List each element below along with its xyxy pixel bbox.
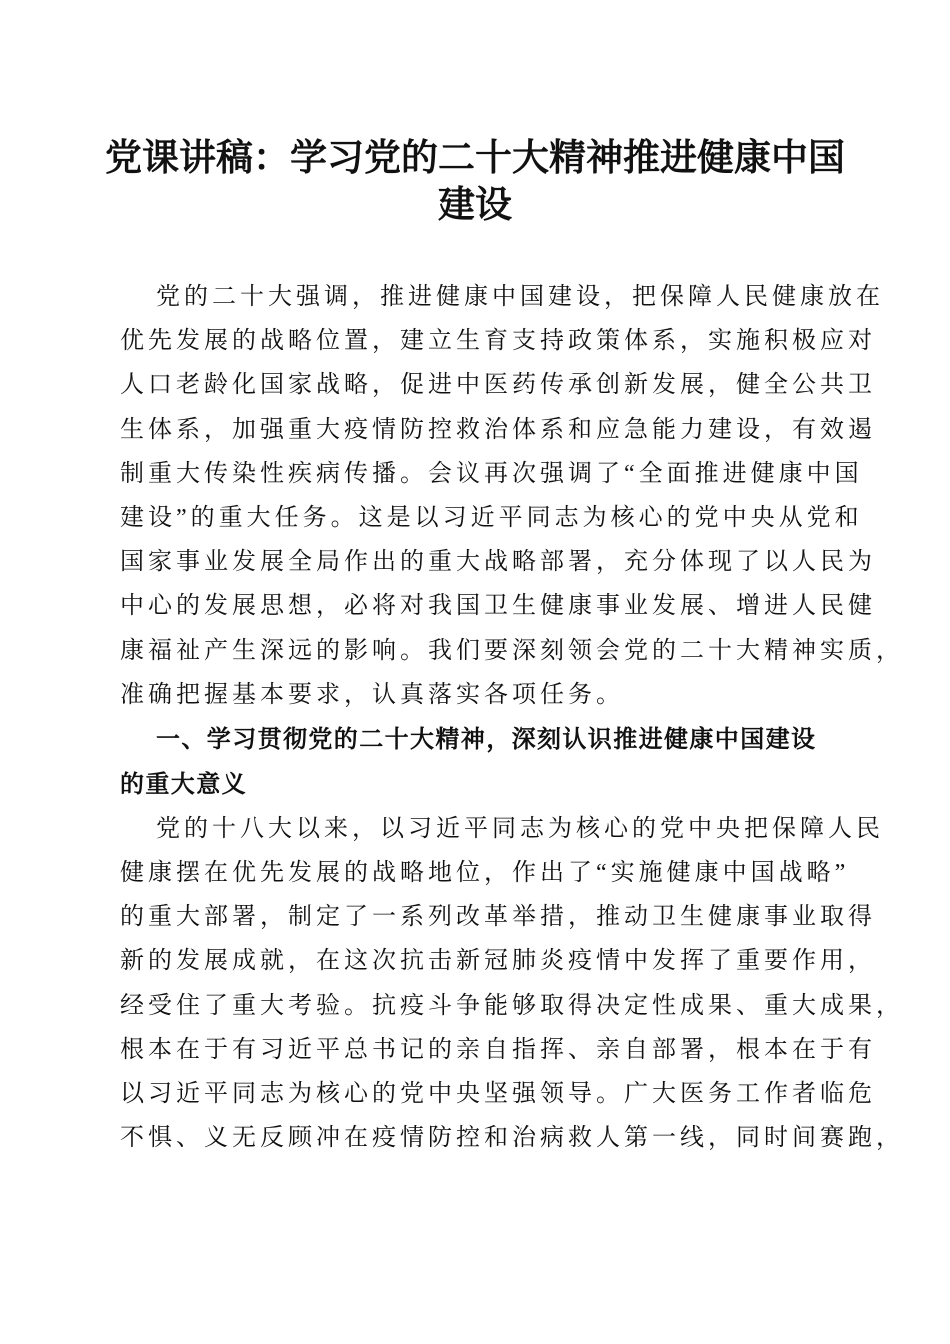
heading-line: 的重大意义 [120,769,247,798]
text-line: 准确把握基本要求，认真落实各项任务。 [120,681,624,708]
heading-line: 一、学习贯彻党的二十大精神，深刻认识推进健康中国建设 [156,724,817,753]
text-line: 的重大部署，制定了一系列改革举措，推动卫生健康事业取得 [120,904,876,931]
text-line: 健康摆在优先发展的战略地位，作出了“实施健康中国战略” [120,860,850,887]
text-line: 康福祉产生深远的影响。我们要深刻领会党的二十大精神实质， [120,637,904,664]
paragraph-section-1 [120,807,904,1161]
title-line: 建设 [438,182,512,226]
text-line: 党的二十大强调，推进健康中国建设，把保障人民健康放在 [156,284,884,310]
paragraph-intro [120,275,904,717]
text-line: 生体系，加强重大疫情防控救治体系和应急能力建设，有效遏 [120,416,876,443]
text-line: 人口老龄化国家战略，促进中医药传承创新发展，健全公共卫 [120,372,876,399]
title-line: 党课讲稿：学习党的二十大精神推进健康中国 [105,135,845,179]
text-line: 根本在于有习近平总书记的亲自指挥、亲自部署，根本在于有 [120,1036,876,1063]
text-line: 中心的发展思想，必将对我国卫生健康事业发展、增进人民健 [120,593,876,620]
text-line: 以习近平同志为核心的党中央坚强领导。广大医务工作者临危 [120,1081,876,1107]
text-line: 新的发展成就，在这次抗击新冠肺炎疫情中发挥了重要作用， [120,948,876,975]
text-line: 制重大传染性疾病传播。会议再次强调了“全面推进健康中国 [120,460,863,487]
text-line: 经受住了重大考验。抗疫斗争能够取得决定性成果、重大成果， [120,992,904,1019]
text-line: 建设”的重大任务。这是以习近平同志为核心的党中央从党和 [120,504,863,531]
document-body [120,275,904,1160]
document-title [0,134,950,228]
text-line: 党的十八大以来，以习近平同志为核心的党中央把保障人民 [156,815,884,842]
text-line: 不惧、义无反顾冲在疫情防控和治病救人第一线，同时间赛跑， [120,1125,904,1152]
section-heading-1 [120,717,840,807]
text-line: 优先发展的战略位置，建立生育支持政策体系，实施积极应对 [120,328,876,355]
text-line: 国家事业发展全局作出的重大战略部署，充分体现了以人民为 [120,549,876,576]
